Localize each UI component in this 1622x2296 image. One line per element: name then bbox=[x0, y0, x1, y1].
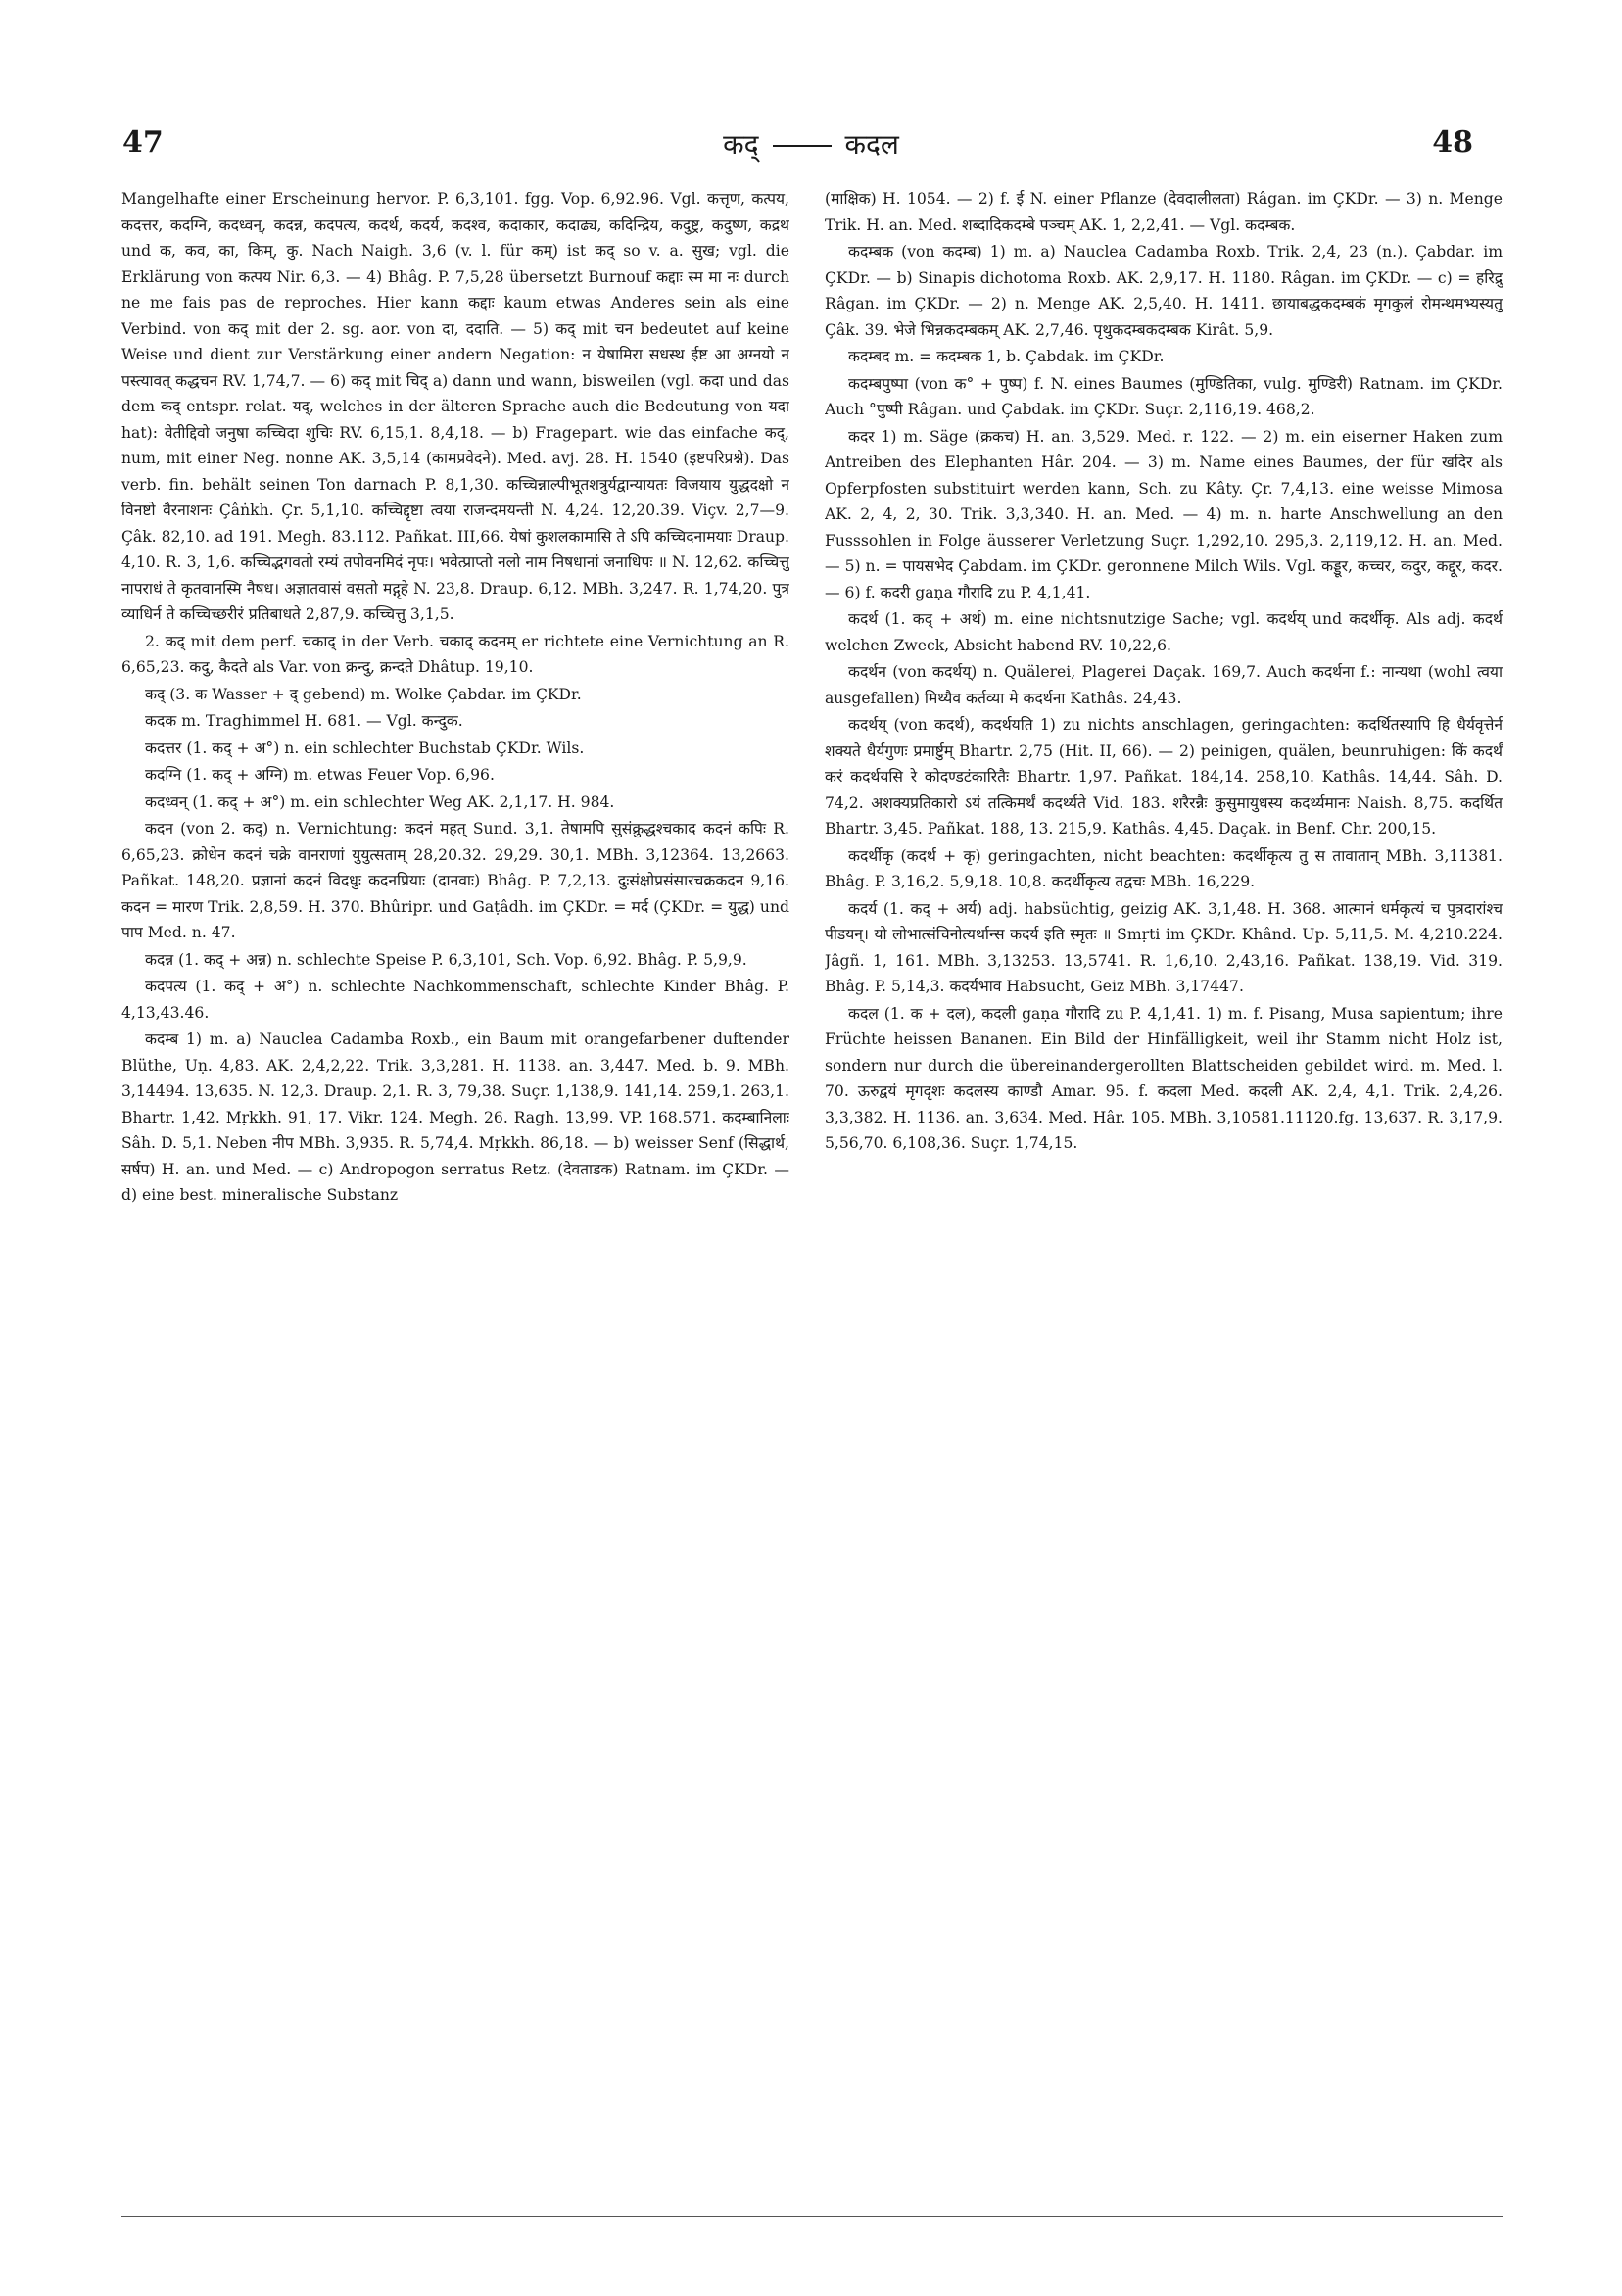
running-head bbox=[0, 125, 1622, 163]
page-number-left: 47 bbox=[122, 125, 164, 160]
dictionary-entry: कदर्थय् (von कदर्थ), कदर्थयति 1) zu nichts anschlagen, geringachten: कदर्थितस्यापि हि धैर्यवृत्तेर्न शक्यते धैर्यगुणः प्रमार्ष्टुम् Bhartr. 2,75 (Hit. II, 66). — 2) peinigen, quälen, beunruhigen: किं कदर्थं करं कदर्थयसि रे कोदण्डटंकारितैः Bhartr. 1,97. Pañkat. 184,14. 258,10. Kathâs. 14,44. Sâh. D. 74,2. अशक्यप्रतिकारो ऽयं तत्किमर्थं कदर्थ्यते Vid. 183. शरैरन्नैः कुसुमायुधस्य कदर्थ्यमानः Naish. 8,75. कदर्थित Bhartr. 3,45. Pañkat. 188, 13. 215,9. Kathâs. 4,45. Daçak. in Benf. Chr. 200,15. bbox=[825, 716, 1503, 837]
running-head-left: कद् bbox=[723, 128, 759, 161]
dictionary-entry: कदर 1) m. Säge (क्रकच) H. an. 3,529. Med. r. 122. — 2) m. ein eiserner Haken zum Antreiben des Elephanten Hâr. 204. — 3) m. Name eines Baumes, der für खदिर als Opferpfosten substituirt werden kann, Sch. zu Kâty. Çr. 7,4,13. eine weisse Mimosa AK. 2, 4, 2, 30. Trik. 3,3,340. H. an. Med. — 4) m. n. harte Anschwellung an den Fusssohlen in Folge äusserer Verletzung Suçr. 1,292,10. 295,3. 2,119,12. H. an. Med. — 5) n. = पायसभेद Çabdam. im ÇKDr. geronnene Milch Wils. Vgl. कड्डूर, कच्चर, कदुर, कद्दूर, कदर. — 6) f. कदरी gaṇa गौरादि zu P. 4,1,41. bbox=[825, 427, 1503, 601]
right-column bbox=[825, 186, 1503, 2077]
dictionary-entry: कदग्नि (1. कद् + अग्नि) m. etwas Feuer Vop. 6,96. bbox=[145, 766, 495, 784]
dictionary-entry: कदक m. Traghimmel H. 681. — Vgl. कन्दुक. bbox=[145, 712, 463, 730]
dictionary-entry: कदम्बद m. = कदम्बक 1, b. Çabdak. im ÇKDr. bbox=[848, 348, 1165, 365]
dictionary-entry: कदर्थीकृ (कदर्थ + कृ) geringachten, nicht beachten: कदर्थीकृत्य तु स तावातान् MBh. 3,11381. Bhâg. P. 3,16,2. 5,9,18. 10,8. कदर्थीकृत्य तद्वचः MBh. 16,229. bbox=[825, 846, 1503, 890]
running-head-right: कदल bbox=[844, 128, 899, 161]
dictionary-entry: कदध्वन् (1. कद् + अ°) m. ein schlechter Weg AK. 2,1,17. H. 984. bbox=[145, 792, 615, 811]
dictionary-entry: कदर्थ (1. कद् + अर्थ) m. eine nichtsnutzige Sache; vgl. कदर्थय् und कदर्थीकृ. Als adj. कदर्थ welchen Zweck, Absicht habend RV. 10,22,6. bbox=[825, 610, 1503, 654]
dictionary-entry: कदत्तर (1. कद् + अ°) n. ein schlechter Buchstab ÇKDr. Wils. bbox=[145, 739, 585, 757]
bottom-rule bbox=[121, 2216, 1503, 2217]
dictionary-entry: (माक्षिक) H. 1054. — 2) f. ई N. einer Pflanze (देवदालीलता) Râgan. im ÇKDr. — 3) n. Menge Trik. H. an. Med. शब्दादिकदम्बे पञ्चम् AK. 1, 2,2,41. — Vgl. कदम्बक. bbox=[825, 190, 1503, 234]
dictionary-entry: कदर्थन (von कदर्थय्) n. Quälerei, Plagerei Daçak. 169,7. Auch कदर्थना f.: नान्यथा (wohl त्वया ausgefallen) मिथ्यैव कर्तव्या मे कदर्थना Kathâs. 24,43. bbox=[825, 663, 1503, 707]
dictionary-entry: कदल (1. क + दल), कदली gaṇa गौरादि zu P. 4,1,41. 1) m. f. Pisang, Musa sapientum; ihre Früchte heissen Bananen. Ein Bild der Hinfälligkeit, weil ihr Stamm nicht Holz ist, sondern nur durch die übereinandergerollten Blattscheiden gebildet wird. m. Med. l. 70. ऊरुद्वयं मृगदृशः कदलस्य काण्डौ Amar. 95. f. कदला Med. कदली AK. 2,4, 4,1. Trik. 2,4,26. 3,3,382. H. 1136. an. 3,634. Med. Hâr. 105. MBh. 3,10581.11120.fg. 13,637. R. 3,17,9. 5,56,70. 6,108,36. Suçr. 1,74,15. bbox=[825, 1004, 1503, 1152]
dictionary-entry: कदपत्य (1. कद् + अ°) n. schlechte Nachkommenschaft, schlechte Kinder Bhâg. P. 4,13,43.46. bbox=[121, 978, 789, 1022]
dictionary-entry: कदम्बपुष्पा (von क° + पुष्प) f. N. eines Baumes (मुण्डितिका, vulg. मुण्डिरी) Ratnam. im ÇKDr. Auch °पुष्पी Râgan. und Çabdak. im ÇKDr. Suçr. 2,116,19. 468,2. bbox=[825, 374, 1503, 418]
running-head-dash bbox=[773, 145, 832, 147]
dictionary-entry: कद् (3. क Wasser + द् gebend) m. Wolke Çabdar. im ÇKDr. bbox=[145, 685, 582, 703]
dictionary-entry: कदम्ब 1) m. a) Nauclea Cadamba Roxb., ein Baum mit orangefarbener duftender Blüthe, Uṇ. 4,83. AK. 2,4,2,22. Trik. 3,3,281. H. 1138. an. 3,447. Med. b. 9. MBh. 3,14494. 13,635. N. 12,3. Draup. 2,1. R. 3, 79,38. Suçr. 1,138,9. 141,14. 259,1. 263,1. Bhartr. 1,42. Mṛkkh. 91, 17. Vikr. 124. Megh. 26. Ragh. 13,99. VP. 168.571. कदम्बानिलाः Sâh. D. 5,1. Neben नीप MBh. 3,935. R. 5,74,4. Mṛkkh. 86,18. — b) weisser Senf (सिद्धार्थ, सर्षप) H. an. und Med. — c) Andropogon serratus Retz. (देवताडक) Ratnam. im ÇKDr. — d) eine best. mineralische Substanz bbox=[121, 1030, 789, 1204]
dictionary-entry: कदन्न (1. कद् + अन्न) n. schlechte Speise P. 6,3,101, Sch. Vop. 6,92. Bhâg. P. 5,9,9. bbox=[145, 950, 747, 969]
dictionary-entry: 2. कद् mit dem perf. चकाद् in der Verb. चकाद् कदनम् er richtete eine Vernichtung an R. 6,65,23. कदु, कैदते als Var. von क्रन्दु, क्रन्दते Dhâtup. 19,10. bbox=[121, 632, 789, 676]
dictionary-entry: कदम्बक (von कदम्ब) 1) m. a) Nauclea Cadamba Roxb. Trik. 2,4, 23 (n.). Çabdar. im ÇKDr. — b) Sinapis dichotoma Roxb. AK. 2,9,17. H. 1180. Râgan. im ÇKDr. — c) = हरिद्रु Râgan. im ÇKDr. — 2) n. Menge AK. 2,5,40. H. 1411. छायाबद्धकदम्बकं मृगकुलं रोमन्थमभ्यस्यतु Çâk. 39. भेजे भिन्नकदम्बकम् AK. 2,7,46. पृथुकदम्बकदम्बक Kirât. 5,9. bbox=[825, 243, 1503, 339]
dictionary-entry: कदर्य (1. कद् + अर्य) adj. habsüchtig, geizig AK. 3,1,48. H. 368. आत्मानं धर्मकृत्यं च पुत्रदारांश्च पीडयन्। यो लोभात्संचिनोत्यर्थान्स कदर्य इति स्मृतः ॥ Smṛti im ÇKDr. Khând. Up. 5,11,5. M. 4,210.224. Jâgñ. 1, 161. MBh. 3,13253. 13,5741. R. 1,6,10. 2,43,16. Pañkat. 138,19. Vid. 319. Bhâg. P. 5,14,3. कदर्यभाव Habsucht, Geiz MBh. 3,17447. bbox=[825, 899, 1503, 995]
page-number-right: 48 bbox=[1432, 125, 1473, 160]
dictionary-entry: Mangelhafte einer Erscheinung hervor. P. 6,3,101. fgg. Vop. 6,92.96. Vgl. कत्तृण, कत्पय, कदत्तर, कदग्नि, कदध्वन्, कदन्न, कदपत्य, कदर्थ, कदर्य, कदश्व, कदाकार, कदाढ्य, कदिन्द्रिय, कदुष्ट्र, कदुष्ण, कद्रथ und क, कव, का, किम्, कु. Nach Naigh. 3,6 (v. l. für कम्) ist कद् so v. a. सुख; vgl. die Erklärung von कत्पय Nir. 6,3. — 4) Bhâg. P. 7,5,28 übersetzt Burnouf कद्दाः स्म मा नः durch ne me fais pas de reproches. Hier kann कद्दाः kaum etwas Anderes sein als eine Verbind. von कद् mit der 2. sg. aor. von दा, ददाति. — 5) कद् mit चन bedeutet auf keine Weise und dient zur Verstärkung einer andern Negation: न येषामिरा सधस्थ ईष्ट आ अग्नयो न पस्त्यावत् कद्धचन RV. 1,74,7. — 6) कद् mit चिद् a) dann und wann, bisweilen (vgl. कदा und das dem कद् entspr. relat. यद्, welches in der älteren Sprache auch die Bedeutung von यदा hat): वेतीद्दिवो जनुषा कच्चिदा शुचिः RV. 6,15,1. 8,4,18. — b) Fragepart. wie das einfache कद्, num, mit einer Neg. nonne AK. 3,5,14 (कामप्रवेदने). Med. avj. 28. H. 1540 (इष्टपरिप्रश्ने). Das verb. fin. behält seinen Ton darnach P. 8,1,30. कच्चिन्नाल्पीभूतशत्रुर्यद्वान्यायतः विजयाय युद्धदक्षो न विनष्टो वैरनाशनः Çâṅkh. Çr. 5,1,10. कच्चिद्दृष्टा त्वया राजन्दमयन्ती N. 4,24. 12,20.39. Viçv. 2,7—9. Çâk. 82,10. ad 191. Megh. 83.112. Pañkat. III,66. येषां कुशलकामासि ते ऽपि कच्चिदनामयाः Draup. 4,10. R. 3, 1,6. कच्चिद्भगवतो रम्यं तपोवनमिदं नृपः। भवेत्प्राप्तो नलो नाम निषधानां जनाधिपः ॥ N. 12,62. कच्चित्तु नापराधं ते कृतवानस्मि नैषध। अज्ञातवासं वसतो मद्गृहे N. 23,8. Draup. 6,12. MBh. 3,247. R. 1,74,20. पुत्र व्याधिर्न ते कच्चिच्छरीरं प्रतिबाधते 2,87,9. कच्चित्तु 3,1,5. bbox=[121, 190, 789, 623]
left-column bbox=[121, 186, 789, 2077]
dictionary-entry: कदन (von 2. कद्) n. Vernichtung: कदनं महत् Sund. 3,1. तेषामपि सुसंक्रुद्धश्चकाद कदनं कपिः R. 6,65,23. क्रोधेन कदनं चक्रे वानराणां युयुत्सताम् 28,20.32. 29,29. 30,1. MBh. 3,12364. 13,2663. Pañkat. 148,20. प्रज्ञानां कदनं विदधुः कदनप्रियाः (दानवाः) Bhâg. P. 7,2,13. दुःसंक्षोप्रसंसारचक्रकदन 9,16. कदन = मारण Trik. 2,8,59. H. 370. Bhûripr. und Gaṭâdh. im ÇKDr. = मर्द (ÇKDr. = युद्ध) und पाप Med. n. 47. bbox=[121, 820, 789, 941]
